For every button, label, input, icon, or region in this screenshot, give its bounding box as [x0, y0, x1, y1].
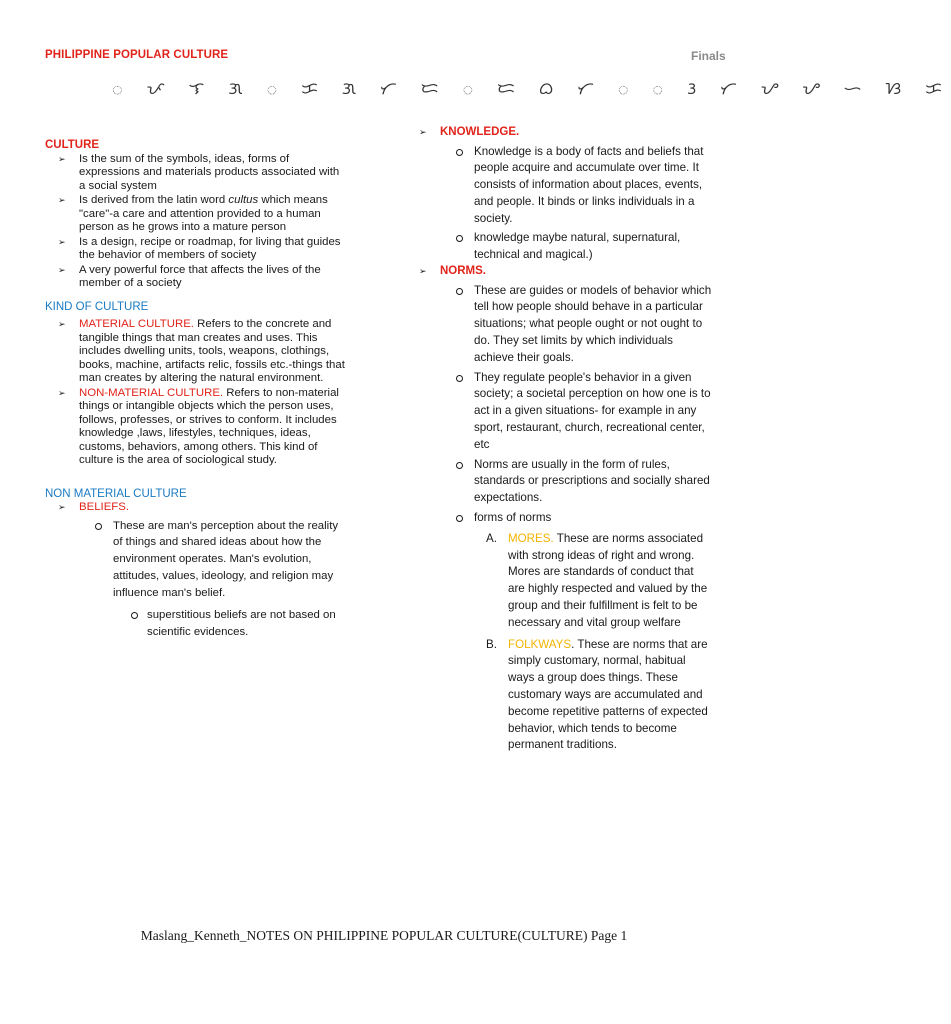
list-item: These are man's perception about the reality of things and shared ideas about how the environment operates. Man's evolution, attitudes, values, ideology, and religion may influence man's belief. — [45, 518, 345, 602]
arrow-right-bullet-icon: ➢ — [58, 264, 66, 275]
arrow-right-bullet-icon: ➢ — [58, 387, 66, 398]
hollow-circle-bullet-icon — [456, 288, 463, 295]
list-item: ➢ Is derived from the latin word cultus which means "care"-a care and attention provided to a human person as he grows into a mature person — [58, 194, 328, 233]
kind-of-culture-heading: KIND OF CULTURE — [45, 300, 149, 313]
list-item — [45, 501, 345, 515]
latin-word: cultus — [228, 194, 259, 206]
term-label: Finals — [691, 49, 726, 63]
hollow-circle-bullet-icon — [95, 523, 102, 530]
list-item: superstitious beliefs are not based on scientific evidences. — [45, 607, 345, 641]
list-item: ➢ NON-MATERIAL CULTURE. Refers to non-material things or intangible objects which the person uses, follows, professes, or strives to conform. It includes knowledge ,laws, lifestyles, techniques, ideas, customs, behaviors, among others. This kind of culture is the area of sociological study. — [58, 386, 339, 466]
culture-heading: CULTURE — [45, 139, 100, 151]
list-item: They regulate people's behavior in a given society; a societal perception on how one is to act in a given situations- for example in any sport, restaurant, church, recreational center, etc — [418, 370, 713, 454]
material-culture-label: MATERIAL CULTURE. — [79, 318, 194, 330]
page-footer: Maslang_Kenneth_NOTES ON PHILIPPINE POPULAR CULTURE(CULTURE) Page 1 — [140, 928, 628, 943]
list-item: ➢ A very powerful force that affects the lives of the member of a society — [58, 263, 321, 289]
beliefs-label: BELIEFS. — [79, 501, 130, 513]
nonmaterial-culture-label: NON-MATERIAL CULTURE. — [79, 386, 224, 399]
hollow-circle-bullet-icon — [131, 612, 138, 619]
hollow-circle-bullet-icon — [456, 462, 463, 469]
non-material-culture-list — [45, 501, 345, 515]
arrow-right-bullet-icon: ➢ — [58, 195, 66, 205]
list-item: Norms are usually in the form of rules, standards or prescriptions and socially shared expectations. — [418, 457, 713, 507]
arrow-right-bullet-icon: ➢ — [58, 502, 66, 512]
hollow-circle-bullet-icon — [456, 375, 463, 382]
arrow-right-bullet-icon: ➢ — [419, 127, 427, 137]
mores-item: A. MORES. These are norms associated with strong ideas of right and wrong. Mores are standards of conduct that are highly respected and valued by the group and their fulfillment is felt to be necessary and vital group welfare — [486, 531, 708, 629]
list-item: forms of norms — [418, 510, 713, 527]
left-column — [45, 139, 345, 641]
list-item: ➢ MATERIAL CULTURE. Refers to the concrete and tangible things that man creates and uses. This includes dwelling units, tools, weapons, clothings, books, machine, artifacts relic, fossils etc.-things that man creates by altering the natural environment. — [58, 318, 345, 384]
folkways-label: FOLKWAYS — [508, 637, 572, 651]
knowledge-section: ➢ KNOWLEDGE. — [419, 126, 520, 138]
list-item: These are guides or models of behavior which tell how people should behave in a particular situations; what people ought or not ought to do. They set limits by which individuals achieve their goals. — [418, 283, 713, 367]
folkways-item: B. FOLKWAYS. These are norms that are simply customary, normal, habitual ways a group does things. These customary ways are accumulated and become repetitive patterns of expected behavior, which tends to become permanent traditions. — [486, 637, 708, 752]
arrow-right-bullet-icon: ➢ — [419, 266, 427, 277]
document-title: PHILIPPINE POPULAR CULTURE — [45, 49, 229, 61]
norms-section: ➢ NORMS. — [419, 265, 486, 278]
kind-of-culture-list — [45, 318, 345, 468]
culture-definition-list — [45, 153, 345, 291]
beliefs-list — [45, 518, 345, 642]
arrow-right-bullet-icon: ➢ — [58, 153, 66, 164]
baybayin-script-line: ᜀ ᜉ ᜎ ᜄ ᜀ ᜃ ᜄ ᜆ ᜇ ᜀ ᜇ ᜊ ᜆ ᜀ ᜀ ᜂ ᜆ ᜌ ᜌ ᜑ ᜐ ᜃ — [112, 79, 951, 99]
non-material-culture-heading: NON MATERIAL CULTURE — [45, 487, 187, 500]
right-column — [418, 126, 713, 754]
arrow-right-bullet-icon: ➢ — [58, 236, 66, 247]
hollow-circle-bullet-icon — [456, 515, 463, 522]
list-item: knowledge maybe natural, supernatural, technical and magical.) — [418, 230, 713, 264]
hollow-circle-bullet-icon — [456, 149, 463, 156]
list-item: ➢ Is a design, recipe or roadmap, for living that guides the behavior of members of society — [58, 235, 341, 261]
list-item: Knowledge is a body of facts and beliefs that people acquire and accumulate over time. It consists of information about places, events, and people. It binds or links individuals in a society. — [418, 144, 713, 228]
arrow-right-bullet-icon: ➢ — [58, 319, 66, 329]
list-item: ➢ Is the sum of the symbols, ideas, forms of expressions and materials products associated with a social system — [58, 152, 340, 192]
hollow-circle-bullet-icon — [456, 235, 463, 242]
mores-label: MORES. — [508, 531, 554, 545]
